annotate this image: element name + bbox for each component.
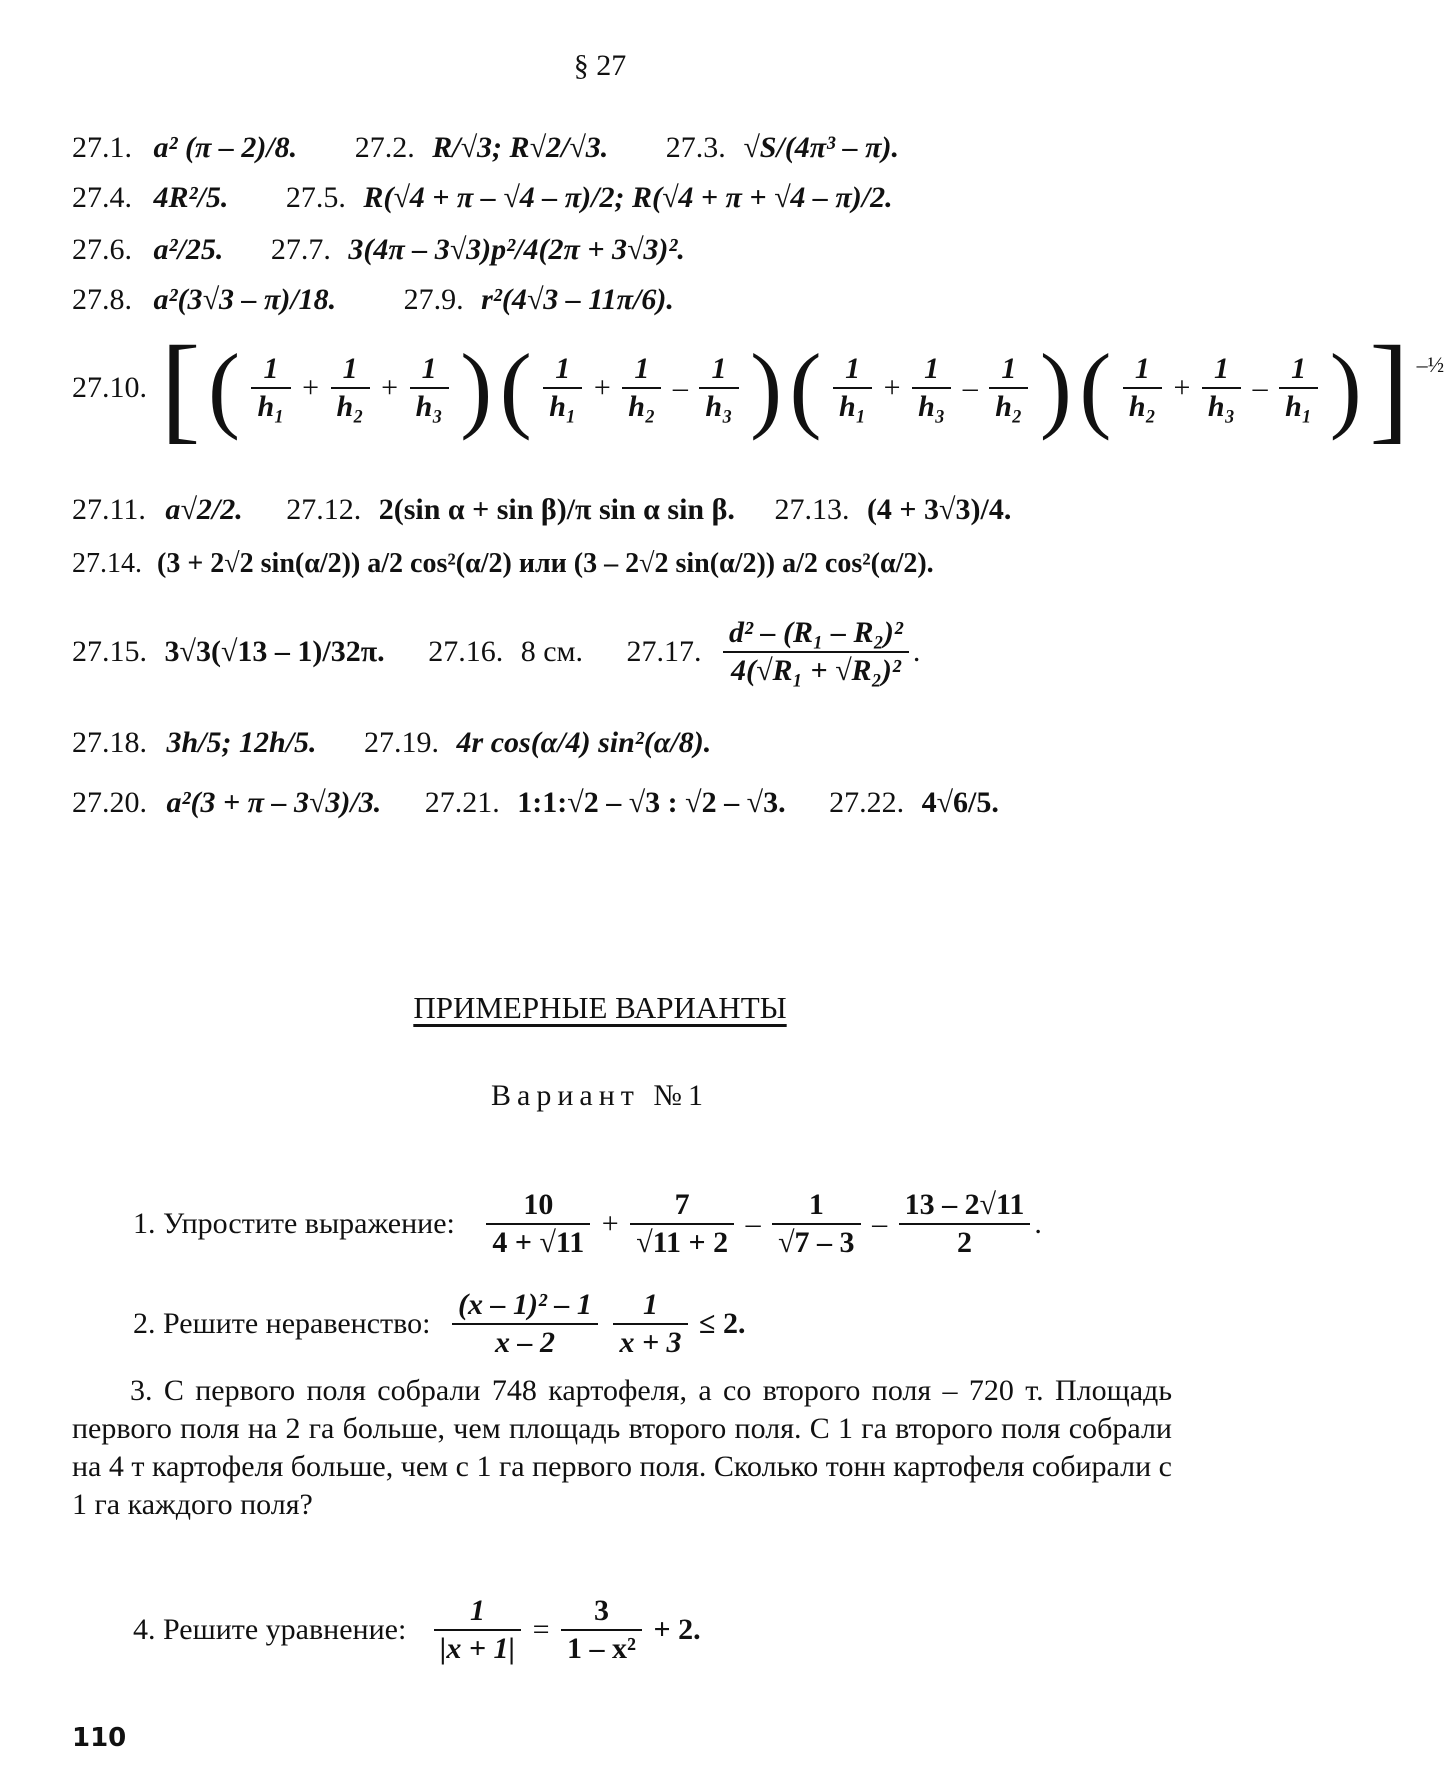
answer-expression: √S/(4π³ – π). <box>743 131 899 164</box>
answer-expression: 2(sin α + sin β)/π sin α sin β. <box>378 493 735 526</box>
denominator: 4(√R₁ + √R₂)² <box>723 651 909 689</box>
fraction: $\frac{1}{\text{h₂}}$ <box>331 351 370 425</box>
answer-number: 27.16. <box>428 635 504 669</box>
answer-line-8: 27.15. 3√3(√13 – 1)/32π. 27.16. 8 см. 27.17. $\frac{\text{d² – (R₁ – R₂)²}}{\text{4(√R₁ + √R₂)²}}$ . <box>72 616 921 688</box>
fraction: $\frac{1}{\text{h₁}}$ <box>251 351 290 425</box>
answer-number: 27.3. <box>665 131 726 164</box>
answer-number: 27.5. <box>285 181 346 214</box>
answer-line-4 <box>72 282 674 318</box>
answer-number: 27.20. <box>72 786 147 819</box>
fraction: $\frac{13 - 2√11}{2}$ <box>899 1187 1031 1261</box>
answer-expression: 4R²/5. <box>153 181 229 214</box>
right-square-bracket: ] <box>1369 321 1410 454</box>
fraction: $\frac{1}{\text{h₂}}$ <box>989 351 1028 425</box>
exponent: –½ <box>1416 352 1444 377</box>
fraction: $\frac{1}{\text{h₁}}$ <box>543 351 582 425</box>
variant-title: Вариант №1 <box>491 1079 709 1112</box>
answer-number: 27.18. <box>72 726 147 759</box>
answer-number: 27.15. <box>72 635 147 669</box>
fraction <box>723 615 909 689</box>
fraction: $\frac{1}{\text{h₂}}$ <box>1123 351 1162 425</box>
fraction: $\frac{1}{\text{h₃}}$ <box>410 351 449 425</box>
product-group: ( $\frac{1}{\text{h₂}}$ + $\frac{1}{\text{h₃}}$ – $\frac{1}{\text{h₁}}$ ) <box>1079 334 1362 441</box>
fraction: $\frac{1}{\text{h₃}}$ <box>699 351 738 425</box>
answer-number: 27.21. <box>424 786 500 819</box>
fraction: $\frac{1}{√7 - 3}$ <box>772 1187 860 1261</box>
answer-number: 27.13. <box>774 493 850 526</box>
product-group: ( $\frac{1}{\text{h₁}}$ + $\frac{1}{\text{h₃}}$ – $\frac{1}{\text{h₂}}$ ) <box>789 334 1072 441</box>
answer-expression: 3√3(√13 – 1)/32π. <box>164 635 385 669</box>
answer-expression: (3 + 2√2 sin(α/2)) a/2 cos²(α/2) или (3 – 2√2 sin(α/2)) a/2 cos²(α/2). <box>157 548 934 579</box>
answer-expression: R/√3; R√2/√3. <box>432 131 609 164</box>
answer-expression: (4 + 3√3)/4. <box>866 493 1012 526</box>
problem-2: 2. Решите неравенство: $\frac{\text{(x – 1)² – 1}}{x - 2}$ $\frac{1}{x + 3}$ ≤ 2. <box>133 1288 746 1360</box>
answer-line-7 <box>72 546 934 582</box>
fraction: $\frac{1}{\text{h₁}}$ <box>1279 351 1318 425</box>
answer-expression: 3h/5; 12h/5. <box>166 726 317 759</box>
answer-line-2 <box>72 180 893 216</box>
answer-number: 27.7. <box>270 233 331 266</box>
fraction: $\frac{7}{√11 + 2}$ <box>630 1187 734 1261</box>
problem-label: 2. Решите неравенство: <box>133 1307 431 1341</box>
answer-number: 27.11. <box>72 493 146 526</box>
answer-expression: a²(3√3 – π)/18. <box>153 283 337 316</box>
answer-expression: a√2/2. <box>165 493 243 526</box>
answer-line-9 <box>72 725 711 761</box>
answer-line-6 <box>72 492 1011 528</box>
numerator: d² – (R₁ – R₂)² <box>729 616 903 650</box>
fraction: $\frac{1}{|x + 1|}$ <box>434 1593 521 1667</box>
problem-label: 4. Решите уравнение: <box>133 1613 407 1647</box>
problem-label: 1. Упростите выражение: <box>133 1207 455 1241</box>
answer-number: 27.14. <box>72 548 142 579</box>
answer-number: 27.12. <box>286 493 362 526</box>
answer-line-10 <box>72 785 999 821</box>
left-square-bracket: [ <box>160 321 201 454</box>
fraction: $\frac{10}{4 + √11}$ <box>486 1187 590 1261</box>
fraction: $\frac{1}{\text{h₃}}$ <box>1202 351 1241 425</box>
answer-number: 27.2. <box>354 131 415 164</box>
fraction: $\frac{1}{x + 3}$ <box>613 1287 687 1361</box>
answer-expression: 4√6/5. <box>921 786 999 819</box>
answer-line-3 <box>72 232 685 268</box>
answer-expression: 8 см. <box>520 635 583 669</box>
fraction: $\frac{1}{\text{h₃}}$ <box>912 351 951 425</box>
answer-line-5 <box>72 321 1444 454</box>
answer-number: 27.4. <box>72 181 132 214</box>
answer-line-1 <box>72 130 899 166</box>
answer-number: 27.6. <box>72 233 132 266</box>
answer-number: 27.19. <box>364 726 440 759</box>
fraction: $\frac{1}{\text{h₂}}$ <box>622 351 661 425</box>
problem-3: 3. С первого поля собрали 748 картофеля, а со второго поля – 720 т. Площадь первого поля на 2 га больше, чем площадь второго поля. С 1 га второго поля собрали на 4 т картофеля больше, чем с 1 га первого поля. Сколько тонн картофеля собирали с 1 га каждого поля? <box>72 1374 1172 1521</box>
answer-number: 27.10. <box>72 371 147 404</box>
section-header: § 27 <box>573 49 627 82</box>
answer-number: 27.1. <box>72 131 132 164</box>
answer-number: 27.22. <box>829 786 905 819</box>
answer-expression: a² (π – 2)/8. <box>153 131 298 164</box>
variants-title: ПРИМЕРНЫЕ ВАРИАНТЫ <box>413 990 787 1025</box>
product-group: ( $\frac{1}{\text{h₁}}$ + $\frac{1}{\text{h₂}}$ – $\frac{1}{\text{h₃}}$ ) <box>499 334 783 441</box>
product-group: ( $\frac{1}{\text{h₁}}$ + $\frac{1}{\text{h₂}}$ + $\frac{1}{\text{h₃}}$ ) <box>207 334 493 441</box>
answer-expression: 4r cos(α/4) sin²(α/8). <box>456 726 712 759</box>
problem-1: 1. Упростите выражение: $\frac{10}{4 + √11}$ + $\frac{7}{√11 + 2}$ – $\frac{1}{√7 - 3}$ – $\frac{13 - 2√11}{2}$ . <box>133 1188 1042 1260</box>
problem-4: 4. Решите уравнение: $\frac{1}{|x + 1|}$ = $\frac{3}{\text{1 – x²}}$ + 2. <box>133 1594 701 1666</box>
answer-expression: a²(3 + π – 3√3)/3. <box>166 786 382 819</box>
answer-expression: 3(4π – 3√3)p²/4(2π + 3√3)². <box>348 233 685 266</box>
answer-number: 27.8. <box>72 283 132 316</box>
answer-number: 27.9. <box>403 283 464 316</box>
answer-number: 27.17. <box>626 635 702 669</box>
fraction: $\frac{3}{\text{1 – x²}}$ <box>561 1593 642 1667</box>
fraction: $\frac{1}{\text{h₁}}$ <box>833 351 872 425</box>
fraction: $\frac{\text{(x – 1)² – 1}}{x - 2}$ <box>452 1287 598 1361</box>
answer-expression: r²(4√3 – 11π/6). <box>481 283 674 316</box>
answer-expression: R(√4 + π – √4 – π)/2; R(√4 + π + √4 – π)/2. <box>363 181 893 214</box>
answer-expression: 1:1:√2 – √3 : √2 – √3. <box>517 786 786 819</box>
answer-expression: a²/25. <box>153 233 224 266</box>
page-number: 110 <box>72 1723 127 1753</box>
variants-heading <box>0 990 1200 1026</box>
